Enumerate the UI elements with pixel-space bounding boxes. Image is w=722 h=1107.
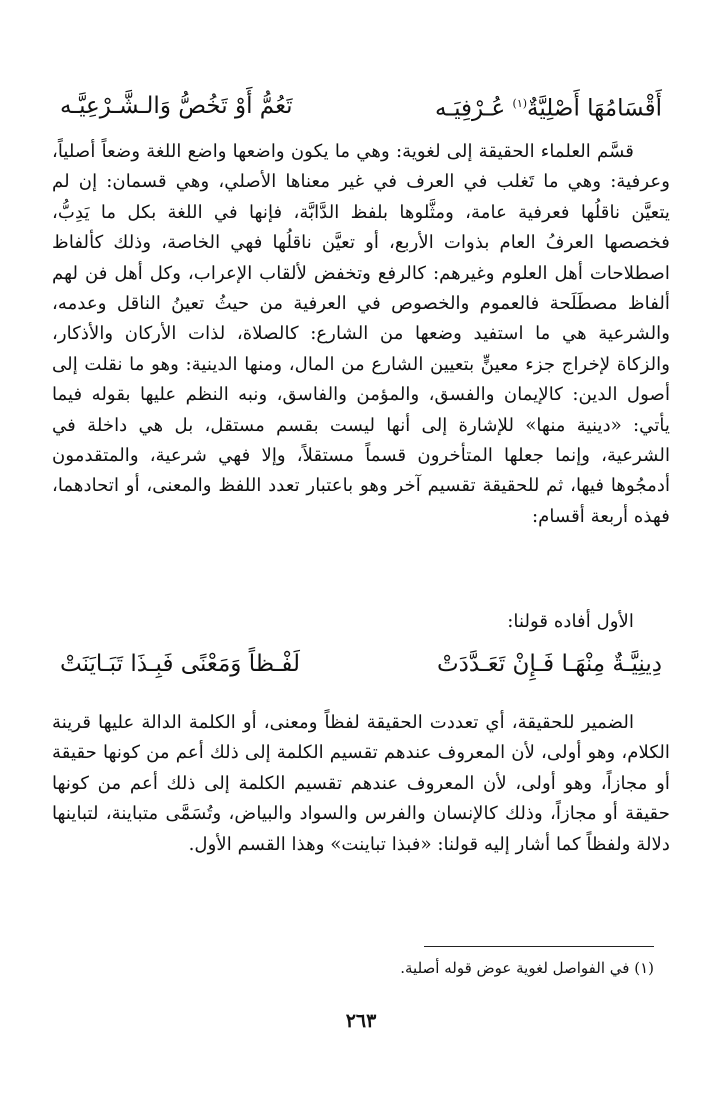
- verse-line-2: [60, 644, 662, 684]
- verse-1-left-hemistich: تَعُمُّ أَوْ تَخُصُّ وَالـشَّـرْعِيَّـه: [60, 93, 293, 119]
- verse-2-right-hemistich: دِينِيَّـةٌ مِنْهَـا فَـإِنْ تَعَـدَّدَتْ: [437, 651, 662, 677]
- verse-1-right-hemistich: [435, 84, 662, 129]
- page-number: ٢٦٣: [345, 1010, 377, 1032]
- verse-line-1: [60, 86, 662, 126]
- verse-1-right-end: عُـرْفِيَـه: [435, 95, 506, 122]
- verse-2-left-hemistich: لَفْـظاً وَمَعْنًى فَبِـذَا تَبَـايَنَتْ: [60, 651, 300, 677]
- footnote-text: (١) في الفواصل لغوية عوض قوله أصلية.: [400, 959, 654, 977]
- paragraph-2: الضمير للحقيقة، أي تعددت الحقيقة لفظاً ومعنى، أو الكلمة الدالة عليها قرينة الكلام، وهو أولى، لأن المعروف عندهم تقسيم الكلمة إلى ذلك أعم من كونها حقيقة أو مجازاً، وهو أولى، لأن المعروف عندهم تقسيم الكلمة إلى ذلك أعم من كونها حقيقة أو مجازاً، وذلك كالإنسان والفرس والسواد والبياض، وتُسَمَّى متباينة، لتباينها دلالة ولفظاً كما أشار إليه قولنا: «فبذا تباينت» وهذا القسم الأول.: [52, 712, 670, 855]
- verse-lead-in: الأول أفاده قولنا:: [507, 611, 634, 632]
- paragraph-1: قسَّم العلماء الحقيقة إلى لغوية: وهي ما يكون واضعها واضع اللغة وضعاً أصلياً، وعرفية: وهي ما تَغلب في العرف في غير معناها الأصلي، وهي قسمان: إن لم يتعيَّن ناقلُها فعرفية عامة، ومثَّلوها بلفظ الدَّابَّة، فإنها في اللغة بكل ما يَدِبُّ، فخصصها العرفُ العام بذوات الأربع، أو تعيَّن ناقلُها فهي الخاصة، وذلك كألفاظ اصطلاحات أهل العلوم وغيرهم: كالرفع وتخفض لألقاب الإعراب، وكل أهل فن لهم ألفاظ مصطَلَحة فالعموم والخصوص في العرفية من حيثُ تعينُ الناقل وعدمه، والشرعية هي ما استفيد وضعها من الشارع: كالصلاة، لذات الأركان والأذكار، والزكاة لإخراج جزء معينٍّ بتعيين الشارع من المال، ومنها الدينية: وهو ما نقلت إلى أصول الدين: كالإيمان والفسق، والمؤمن والفاسق، ونبه النظم عليها بقوله فيما يأتي: «دينية منها» للإشارة إلى أنها ليست بقسم مستقل، بل هي داخلة في الشرعية، وإنما جعلها المتأخرون قسماً مستقلاً، وإلا فهي شرعية، والمتقدمون أدمجُوها فيها، ثم للحقيقة تقسيم آخر وهو باعتبار تعدد اللفظ والمعنى، أو اتحادهما، فهذه أربعة أقسام:: [52, 141, 670, 527]
- verse-1-right-part: أَقْسَامُهَا أَصْلِيَّةٌ: [527, 95, 662, 122]
- footnote-divider: [424, 946, 654, 947]
- footnote-marker: (١): [512, 96, 528, 110]
